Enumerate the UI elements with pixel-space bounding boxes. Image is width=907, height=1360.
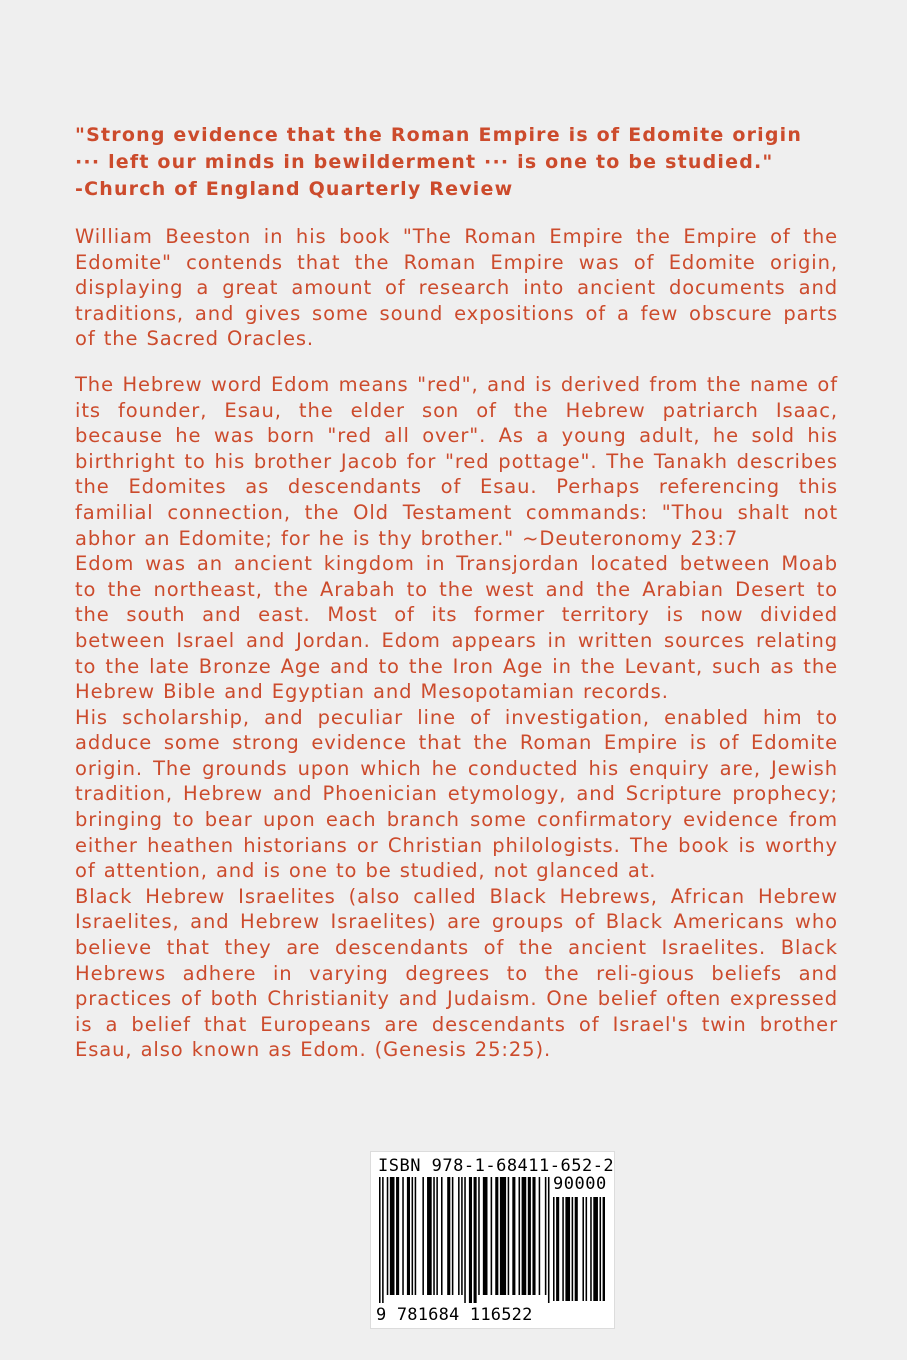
barcode-bar (433, 1177, 435, 1295)
quote-line-2: ··· left our minds in bewilderment ··· is one to be studied." (75, 151, 774, 173)
barcode-bar (545, 1177, 547, 1295)
ean-barcode-bars (379, 1177, 551, 1305)
barcode-bar (441, 1177, 443, 1295)
barcode-bar (528, 1177, 531, 1295)
paragraph-edom-meaning: The Hebrew word Edom means "red", and is derived from the name of its founder, Esau, the elder son of the Hebrew patriarch Isaac, because he was born "red all over". As a young adult, he sold his birthright to his brother Jacob for "red pottage". The Tanakh describes the Edomites as descendants of Esau. Perhaps referencing this familial connection, the Old Testament commands: "Thou shalt not abhor an Edomite; for he is thy brother." ~Deuteronomy 23:7 (75, 372, 838, 550)
barcode-bar (586, 1197, 588, 1301)
barcode-bar (593, 1197, 598, 1301)
barcode-bar (382, 1177, 384, 1303)
barcode-bar (390, 1177, 395, 1295)
barcode-bar (469, 1177, 472, 1303)
barcode-bar (461, 1177, 463, 1295)
barcode-bar (522, 1177, 527, 1295)
price-code: 90000 (553, 1174, 607, 1194)
barcode-bar (582, 1197, 584, 1301)
paragraph-beeston: William Beeston in his book "The Roman Empire the Empire of the Edomite" contends that the Roman Empire was of Edomite origin, displaying a great amount of research into ancient documents and traditions, and gives some sound expositions of a few obscure parts of the Sacred Oracles. (75, 225, 838, 351)
barcode-bar (603, 1197, 605, 1301)
barcode-bar (447, 1177, 450, 1295)
barcode-bar (539, 1177, 541, 1295)
barcode-bar (387, 1177, 389, 1295)
barcode-bar (415, 1177, 417, 1295)
barcode-bar (572, 1197, 574, 1301)
barcode-bar (407, 1177, 410, 1295)
paragraph-edom-kingdom: Edom was an ancient kingdom in Transjordan located between Moab to the northeast, the Arabah to the west and the Arabian Desert to the south and east. Most of its former territory is now divided between Israel and Jordan. Edom appears in written sources relating to the late Bronze Age and to the Iron Age in the Levant, such as the Hebrew Bible and Egyptian and Mesopotamian records. (75, 552, 838, 704)
paragraph-black-hebrews: Black Hebrew Israelites (also called Black Hebrews, African Hebrew Israelites, and Hebrew Israelites) are groups of Black Americans who believe that they are descendants of the ancient Israelites. Black Hebrews adhere in varying degrees to the reli-gious beliefs and practices of both Christianity and Judaism. One belief often expressed is a belief that Europeans are descendants of Israel's twin brother Esau, also known as Edom. (Genesis 25:25). (75, 884, 838, 1062)
barcode-bar (396, 1177, 399, 1295)
barcode-bar (553, 1197, 555, 1301)
barcode-bar (565, 1197, 570, 1301)
barcode-bar (508, 1177, 510, 1295)
isbn-barcode (370, 1151, 615, 1329)
barcode-bar (458, 1177, 460, 1295)
ean-digits: 9 781684 116522 (376, 1305, 533, 1325)
addon-barcode-bars (553, 1197, 605, 1303)
barcode-bar (402, 1177, 404, 1295)
barcode-bar (600, 1197, 602, 1301)
barcode-bar (590, 1197, 592, 1301)
barcode-bar (512, 1177, 515, 1295)
barcode-bar (495, 1177, 498, 1295)
barcode-bar (452, 1177, 454, 1295)
barcode-bar (548, 1177, 550, 1303)
review-quote (75, 122, 838, 203)
barcode-bar (478, 1177, 480, 1295)
barcode-bar (427, 1177, 432, 1295)
isbn-label: ISBN 978-1-68411-652-2 (378, 1156, 615, 1176)
barcode-bar (422, 1177, 424, 1295)
barcode-bar (556, 1197, 559, 1301)
barcode-bar (474, 1177, 477, 1303)
back-cover-text (75, 122, 838, 1063)
quote-attribution: -Church of England Quarterly Review (75, 178, 514, 200)
paragraph-scholarship: His scholarship, and peculiar line of investigation, enabled him to adduce some strong evidence that the Roman Empire is of Edomite origin. The grounds upon which he conducted his enquiry are, Jewish tradition, Hebrew and Phoenician etymology, and Scripture prophecy; bringing to bear upon each branch some confirmatory evidence from either heathen historians or Christian philologists. The book is worthy of attention, and is one to be studied, not glanced at. (75, 705, 838, 883)
barcode-bar (436, 1177, 438, 1295)
barcode-bar (464, 1177, 466, 1303)
barcode-bar (500, 1177, 506, 1295)
barcode-bar (519, 1177, 521, 1295)
barcode-bar (412, 1177, 414, 1295)
barcode-bar (575, 1197, 578, 1301)
quote-line-1: "Strong evidence that the Roman Empire is of Edomite origin (75, 124, 803, 146)
barcode-bar (491, 1177, 493, 1295)
barcode-bar (562, 1197, 564, 1301)
barcode-bar (379, 1177, 381, 1303)
barcode-bar (532, 1177, 535, 1295)
barcode-bar (483, 1177, 488, 1295)
